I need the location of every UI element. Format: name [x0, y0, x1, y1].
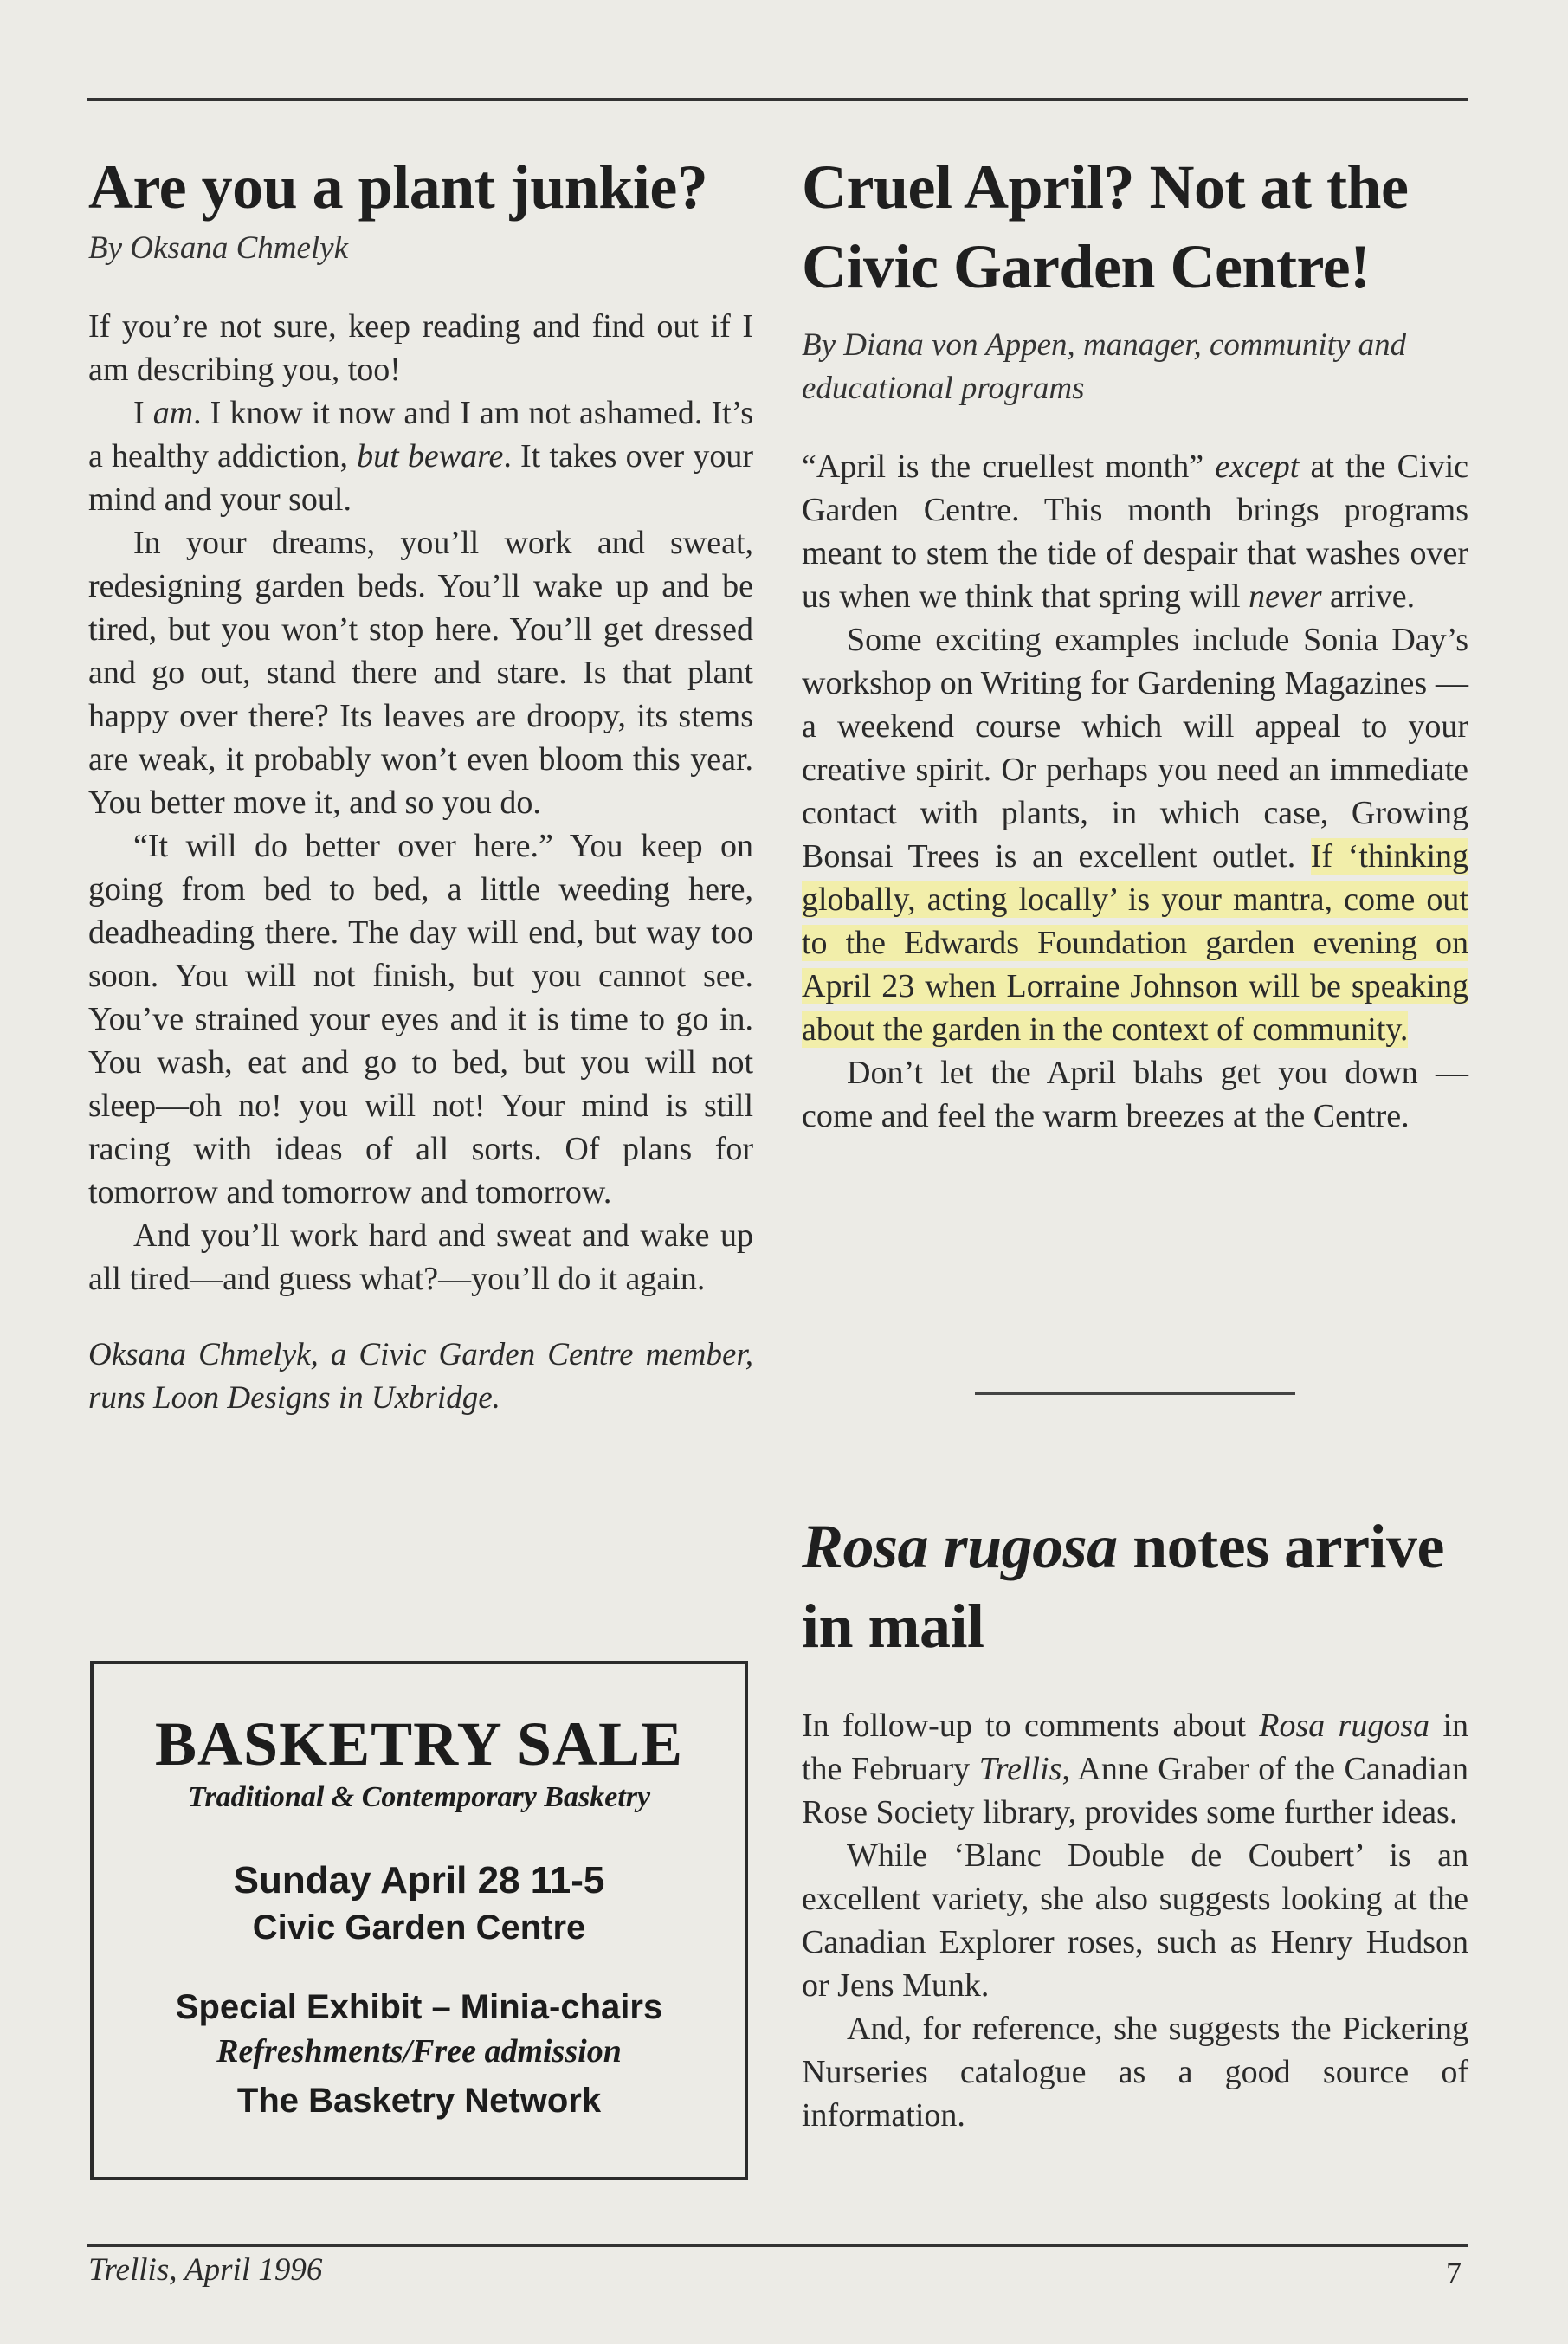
paragraph: In follow-up to comments about Rosa rugosa in the February Trellis, Anne Graber of the Canadian Rose Society library, provides some further ideas.	[802, 1708, 1469, 1831]
page-number: 7	[1446, 2256, 1462, 2290]
article-body	[802, 1704, 1468, 2137]
ad-date: Sunday April 28 11-5	[233, 1859, 605, 1902]
ad-title: BASKETRY SALE	[155, 1709, 683, 1779]
paragraph: Some exciting examples include Sonia Day’s workshop on Writing for Gardening Magazines — a weekend course which will appeal to your creative spirit. Or perhaps you need an immediate contact with plants, in which case, Growing Bonsai Trees is an excellent outlet. If ‘thinking globally, acting locally’ is your mantra, come out to the Edwards Foundation garden evening on April 23 when Lorraine Johnson will be speaking about the garden in the context of community.	[802, 622, 1468, 1048]
paragraph: I am. I know it now and I am not ashamed. It’s a healthy addiction, but beware. It takes over your mind and your soul.	[88, 395, 753, 518]
section-divider	[975, 1392, 1295, 1395]
ad-network: The Basketry Network	[236, 2082, 602, 2120]
article-body	[88, 305, 753, 1301]
article-title: Rosa rugosa notes arrive in mail	[802, 1512, 1444, 1661]
ad-subtitle: Traditional & Contemporary Basketry	[187, 1781, 651, 1813]
highlighted-text: If ‘thinking globally, acting locally’ is your mantra, come out to the Edwards Foundation garden evening on April 23 when Lorraine Johnson will be speaking about the garden in the context of community.	[802, 838, 1468, 1048]
basketry-sale-ad	[90, 1661, 748, 2180]
paragraph: While ‘Blanc Double de Coubert’ is an excellent variety, she also suggests looking at the Canadian Explorer roses, such as Henry Hudson or Jens Munk.	[802, 1837, 1468, 2004]
article-plant-junkie	[88, 147, 753, 1452]
paragraph: Don’t let the April blahs get you down — come and feel the warm breezes at the Centre.	[802, 1055, 1468, 1134]
bottom-rule	[87, 2244, 1468, 2247]
article-title: Cruel April? Not at the Civic Garden Centre!	[802, 152, 1409, 301]
article-rosa-rugosa	[802, 1507, 1468, 2137]
article-byline: By Diana von Appen, manager, community and educational programs	[802, 327, 1407, 406]
paragraph: And, for reference, she suggests the Pickering Nurseries catalogue as a good source of information.	[802, 2011, 1468, 2134]
paragraph: If you’re not sure, keep reading and find out if I am describing you, too!	[88, 308, 753, 388]
top-rule	[87, 98, 1468, 101]
ad-place: Civic Garden Centre	[252, 1908, 586, 1947]
ad-exhibit: Special Exhibit – Minia-chairs	[175, 1988, 663, 2026]
article-body	[802, 445, 1468, 1138]
paragraph: “April is the cruellest month” except at the Civic Garden Centre. This month brings programs meant to stem the tide of despair that washes over us when we think that spring will never arrive.	[802, 449, 1468, 615]
ad-refreshments: Refreshments/Free admission	[216, 2033, 622, 2070]
paragraph: And you’ll work hard and sweat and wake up all tired—and guess what?—you’ll do it again.	[88, 1217, 753, 1297]
footer-publication: Trellis, April 1996	[88, 2252, 323, 2288]
article-cruel-april	[802, 147, 1468, 1138]
author-note: Oksana Chmelyk, a Civic Garden Centre member, runs Loon Designs in Uxbridge.	[88, 1337, 753, 1416]
paragraph: In your dreams, you’ll work and sweat, redesigning garden beds. You’ll wake up and be tired, but you won’t stop here. You’ll get dressed and go out, stand there and stare. Is that plant happy over there? Its leaves are droopy, its stems are weak, it probably won’t even bloom this year. You better move it, and so you do.	[88, 525, 753, 821]
article-title: Are you a plant junkie?	[88, 152, 708, 222]
paragraph: “It will do better over here.” You keep on going from bed to bed, a little weeding here, deadheading there. The day will end, but way too soon. You will not finish, but you cannot see. You’ve strained your eyes and it is time to go in. You wash, eat and go to bed, but you will not sleep—oh no! you will not! Your mind is still racing with ideas of all sorts. Of plans for tomorrow and tomorrow and tomorrow.	[88, 828, 753, 1211]
article-byline: By Oksana Chmelyk	[88, 230, 349, 266]
